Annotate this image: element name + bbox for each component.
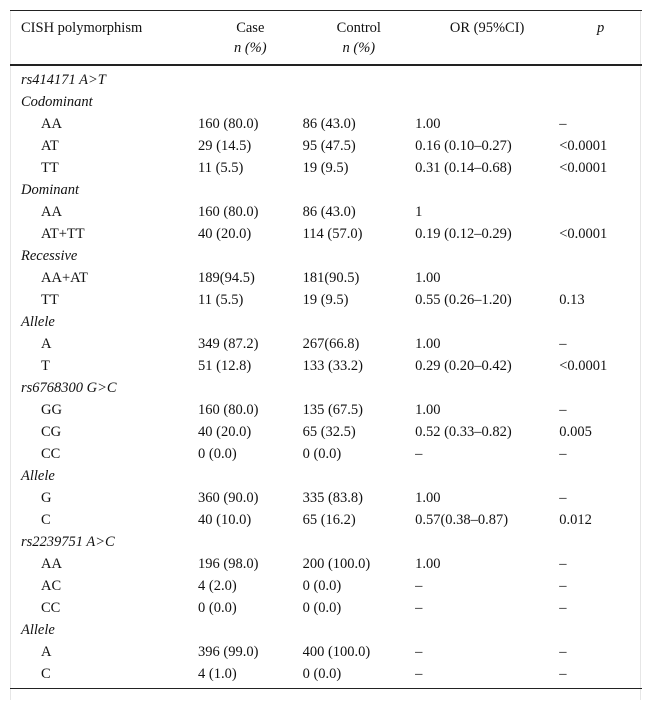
group-header-row (10, 619, 642, 641)
p-value (559, 377, 642, 399)
header-control-label: Control (336, 20, 381, 36)
or-value (415, 531, 559, 553)
case-value: 0 (0.0) (198, 600, 237, 616)
p-value (559, 91, 642, 113)
header-or-label: OR (95%CI) (449, 20, 525, 36)
row-label: Recessive (21, 248, 78, 264)
header-case-label: Case (236, 20, 265, 36)
table-row (10, 509, 642, 531)
table-row (10, 553, 642, 575)
or-value (415, 91, 559, 113)
p-value (559, 65, 642, 91)
header-p-label: p (596, 20, 605, 36)
control-value: 181(90.5) (302, 270, 360, 286)
control-value (303, 377, 415, 399)
row-label: Dominant (21, 182, 79, 198)
group-header-row (10, 311, 642, 333)
row-label: Allele (21, 468, 55, 484)
p-value: – (559, 578, 567, 594)
or-value: 1.00 (415, 402, 441, 418)
section-header-row (10, 377, 642, 399)
table-row (10, 333, 642, 355)
or-value (415, 377, 559, 399)
control-value (303, 65, 415, 91)
p-value: <0.0001 (559, 226, 608, 242)
p-value: – (559, 663, 642, 689)
control-value: 135 (67.5) (302, 402, 363, 418)
case-value: 189(94.5) (198, 270, 255, 286)
group-header-row (10, 179, 642, 201)
control-value (303, 531, 415, 553)
group-header-row (10, 91, 642, 113)
row-label: A (41, 336, 52, 352)
or-value (415, 465, 559, 487)
table-row (10, 157, 642, 179)
row-label: C (41, 512, 51, 528)
case-value (198, 91, 303, 113)
p-value: <0.0001 (559, 358, 608, 374)
control-value: 0 (0.0) (302, 446, 342, 462)
case-value: 11 (5.5) (198, 160, 244, 176)
row-label: AA+AT (41, 270, 88, 286)
case-value: 40 (20.0) (198, 226, 252, 242)
case-value: 160 (80.0) (198, 116, 259, 132)
case-value (198, 619, 303, 641)
control-value (303, 465, 415, 487)
case-value: 51 (12.8) (198, 358, 252, 374)
case-value: 160 (80.0) (198, 204, 259, 220)
row-label: AT+TT (41, 226, 85, 242)
p-value: – (559, 402, 567, 418)
or-value: 1.00 (415, 270, 441, 286)
control-value: 19 (9.5) (302, 160, 349, 176)
row-label: T (41, 358, 50, 374)
header-case (198, 11, 303, 66)
row-label: A (41, 644, 52, 660)
table-row (10, 399, 642, 421)
or-value (415, 179, 559, 201)
or-value: – (415, 644, 423, 660)
or-value: 1.00 (415, 116, 441, 132)
or-value: – (415, 663, 559, 689)
row-label: CG (41, 424, 62, 440)
case-value: 196 (98.0) (198, 556, 259, 572)
case-value: 4 (2.0) (198, 578, 237, 594)
row-label: Allele (21, 314, 55, 330)
case-value (198, 245, 303, 267)
header-p (559, 11, 642, 66)
cish-polymorphism-table (10, 10, 642, 689)
case-value (198, 179, 303, 201)
section-header-row (10, 65, 642, 91)
section-header-row (10, 531, 642, 553)
table-row (10, 201, 642, 223)
table-header (10, 11, 642, 66)
row-label: TT (41, 160, 59, 176)
control-value: 114 (57.0) (302, 226, 363, 242)
or-value (415, 65, 559, 91)
case-value (198, 311, 303, 333)
case-value: 40 (20.0) (198, 424, 252, 440)
row-label: Codominant (21, 94, 93, 110)
table-row (10, 597, 642, 619)
control-value: 133 (33.2) (302, 358, 363, 374)
header-polymorphism (10, 11, 198, 66)
table-row (10, 421, 642, 443)
case-value: 29 (14.5) (198, 138, 252, 154)
row-label: TT (41, 292, 59, 308)
table-row (10, 663, 642, 689)
p-value (559, 201, 642, 223)
p-value: <0.0001 (559, 138, 608, 154)
or-value: 1.00 (415, 556, 441, 572)
row-label: CC (41, 446, 61, 462)
case-value: 160 (80.0) (198, 402, 259, 418)
or-value: 0.55 (0.26–1.20) (415, 292, 512, 308)
case-value (198, 377, 303, 399)
row-label: AA (41, 204, 62, 220)
p-value: – (559, 644, 567, 660)
case-value: 11 (5.5) (198, 292, 244, 308)
or-value: 0.19 (0.12–0.29) (415, 226, 512, 242)
or-value: 1.00 (415, 490, 441, 506)
row-label: G (41, 490, 52, 506)
or-value: – (415, 446, 423, 462)
case-value: 40 (10.0) (198, 512, 252, 528)
row-label: Allele (21, 622, 55, 638)
row-label: rs6768300 G>C (21, 380, 117, 396)
control-value: 86 (43.0) (302, 204, 356, 220)
header-control-unit: n (%) (342, 40, 376, 56)
or-value: 0.57(0.38–0.87) (415, 512, 509, 528)
or-value: 0.31 (0.14–0.68) (415, 160, 512, 176)
p-value (559, 267, 642, 289)
p-value (559, 245, 642, 267)
table-row (10, 223, 642, 245)
table-row (10, 289, 642, 311)
p-value: 0.012 (559, 512, 592, 528)
or-value: 0.52 (0.33–0.82) (415, 424, 512, 440)
row-label: AC (41, 578, 62, 594)
case-value (198, 531, 303, 553)
or-value: – (415, 578, 423, 594)
header-row (10, 11, 642, 66)
p-value (559, 465, 642, 487)
header-polymorphism-label: CISH polymorphism (21, 20, 143, 36)
control-value (303, 245, 415, 267)
control-value: 65 (16.2) (302, 512, 356, 528)
p-value (559, 531, 642, 553)
group-header-row (10, 245, 642, 267)
table-row (10, 135, 642, 157)
row-label: C (10, 663, 198, 689)
control-value (303, 619, 415, 641)
table-row (10, 267, 642, 289)
control-value: 86 (43.0) (302, 116, 356, 132)
control-value: 267(66.8) (302, 336, 360, 352)
control-value: 0 (0.0) (302, 578, 342, 594)
table-row (10, 487, 642, 509)
control-value: 19 (9.5) (302, 292, 349, 308)
p-value: – (559, 446, 567, 462)
header-control (303, 11, 415, 66)
table-row (10, 355, 642, 377)
table-row (10, 575, 642, 597)
p-value: <0.0001 (559, 160, 608, 176)
row-label: AA (41, 116, 62, 132)
case-value: 4 (1.0) (198, 663, 303, 689)
or-value (415, 245, 559, 267)
p-value (559, 619, 642, 641)
p-value: – (559, 600, 567, 616)
or-value (415, 619, 559, 641)
case-value: 360 (90.0) (198, 490, 259, 506)
control-value: 200 (100.0) (302, 556, 371, 572)
or-value: – (415, 600, 423, 616)
row-label: CC (41, 600, 61, 616)
p-value: 0.13 (559, 292, 585, 308)
row-label: AA (41, 556, 62, 572)
p-value: – (559, 116, 567, 132)
p-value: – (559, 490, 567, 506)
table-row (10, 113, 642, 135)
header-case-unit: n (%) (233, 40, 267, 56)
p-value: 0.005 (559, 424, 592, 440)
control-value (303, 179, 415, 201)
row-label: AT (41, 138, 59, 154)
control-value: 65 (32.5) (302, 424, 356, 440)
or-value: 0.16 (0.10–0.27) (415, 138, 512, 154)
p-value: – (559, 556, 567, 572)
or-value: 1.00 (415, 336, 441, 352)
or-value: 1 (415, 204, 423, 220)
table-body (10, 65, 642, 689)
control-value: 0 (0.0) (302, 600, 342, 616)
or-value (415, 311, 559, 333)
control-value: 95 (47.5) (302, 138, 356, 154)
control-value (303, 91, 415, 113)
row-label: rs414171 A>T (21, 72, 106, 88)
case-value (198, 465, 303, 487)
header-or (415, 11, 559, 66)
control-value (303, 311, 415, 333)
p-value: – (559, 336, 567, 352)
or-value: 0.29 (0.20–0.42) (415, 358, 512, 374)
control-value: 335 (83.8) (302, 490, 363, 506)
case-value: 0 (0.0) (198, 446, 237, 462)
row-label: rs2239751 A>C (21, 534, 115, 550)
case-value (198, 65, 303, 91)
table-row (10, 641, 642, 663)
case-value: 349 (87.2) (198, 336, 259, 352)
row-label: GG (41, 402, 62, 418)
group-header-row (10, 465, 642, 487)
control-value: 0 (0.0) (303, 663, 415, 689)
table-row (10, 443, 642, 465)
p-value (559, 311, 642, 333)
case-value: 396 (99.0) (198, 644, 259, 660)
p-value (559, 179, 642, 201)
control-value: 400 (100.0) (302, 644, 371, 660)
